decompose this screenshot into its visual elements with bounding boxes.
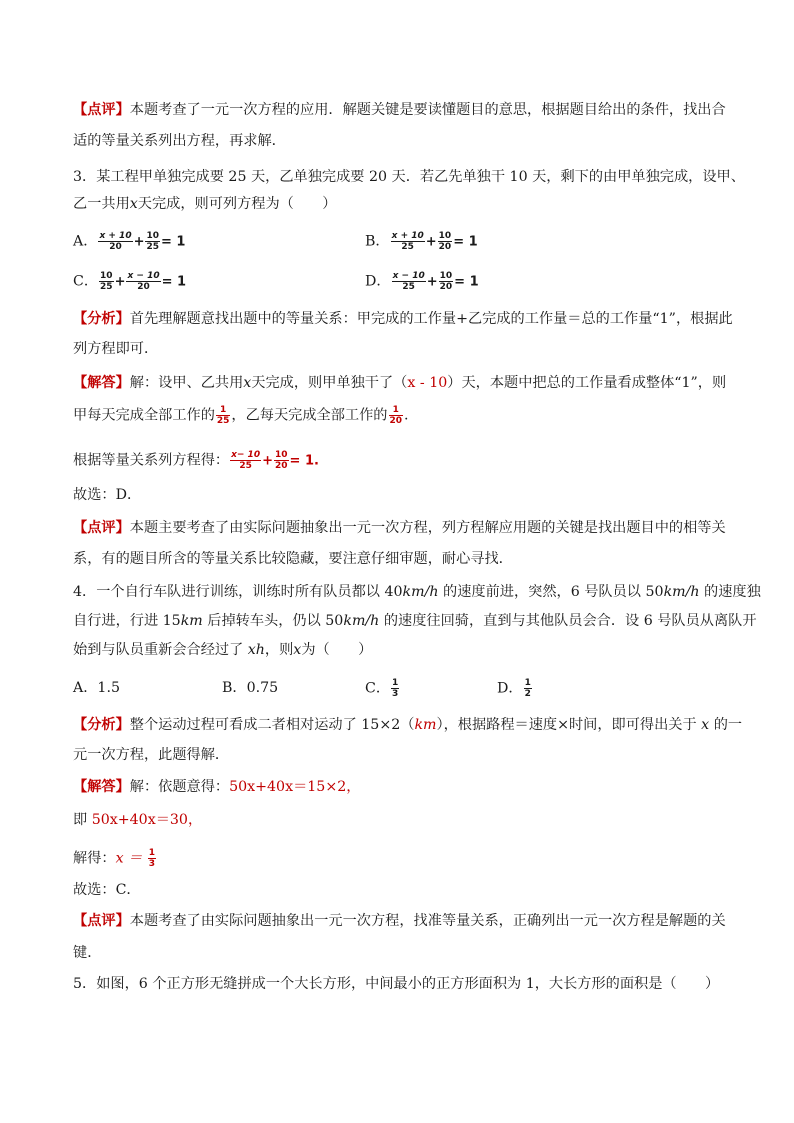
q4-option-d: D． $\frac{1}{2}$: [497, 678, 531, 699]
q4-solution-line3: 解得：x ＝ $\frac{1}{3}$: [73, 848, 156, 869]
fraction: $\frac{x- 10}{25}$: [231, 450, 261, 471]
q3-analysis-line1: 【分析】首先理解题意找出题中的等量关系：甲完成的工作量+乙完成的工作量＝总的工作量“1”，根据此: [73, 311, 733, 327]
q4-analysis-line2: 元一次方程，此题得解．: [73, 747, 230, 763]
review-q2-line1: 【点评】本题考查了一元一次方程的应用．解题关键是要读懂题目的意思，根据题目给出的条件，找出合: [73, 102, 726, 118]
question-4-line2: 自行进，行进 15km 后掉转车头，仍以 50km/h 的速度往回骑，直到与其他队员会合．设 6 号队员从离队开: [73, 613, 757, 629]
question-3-line2: 乙一共用x天完成，则可列方程为（ ）: [73, 196, 337, 212]
question-4-line1: 4．一个自行车队进行训练，训练时所有队员都以 40km/h 的速度前进，突然，6 号队员以 50km/h 的速度独: [73, 584, 761, 600]
fraction: $\frac{1}{2}$: [524, 678, 531, 699]
review-tag: 【点评】: [73, 520, 130, 536]
fraction: $\frac{1}{3}$: [148, 848, 156, 869]
q3-option-c: C． $\frac{10}{25}$ + $\frac{x - 10}{20}$ = 1: [73, 271, 187, 292]
q3-answer: 故选：D．: [73, 487, 142, 503]
fraction: $\frac{10}{20}$: [275, 450, 288, 471]
q3-option-a: A． $\frac{x + 10}{20}$ + $\frac{10}{25}$ = 1: [73, 231, 186, 252]
solution-tag: 【解答】: [73, 779, 130, 795]
q3-option-b: B． $\frac{x + 10}{25}$ + $\frac{10}{20}$ = 1: [365, 231, 478, 252]
review-tag: 【点评】: [73, 913, 130, 929]
fraction: $\frac{x - 10}{25}$: [392, 271, 425, 292]
review-tag: 【点评】: [73, 102, 130, 118]
q4-review-line2: 键．: [73, 945, 102, 961]
analysis-tag: 【分析】: [73, 717, 130, 733]
q4-answer: 故选：C．: [73, 882, 141, 898]
q3-solution-line1: 【解答】解：设甲、乙共用x天完成，则甲单独干了（x - 10）天，本题中把总的工作量看成整体“1”，则: [73, 375, 727, 391]
question-3-line1: 3．某工程甲单独完成要 25 天，乙单独完成要 20 天．若乙先单独干 10 天，剩下的由甲单独完成，设甲、: [73, 169, 745, 185]
question-4-line3: 始到与队员重新会合经过了 xh，则x为（ ）: [73, 642, 373, 658]
analysis-tag: 【分析】: [73, 311, 130, 327]
q4-solution-line1: 【解答】解：依题意得：50x+40x＝15×2，: [73, 779, 361, 795]
q3-review-line1: 【点评】本题主要考查了由实际问题抽象出一元一次方程，列方程解应用题的关键是找出题目中的相等关: [73, 520, 726, 536]
fraction: $\frac{10}{20}$: [439, 271, 453, 292]
q4-option-c: C． $\frac{1}{3}$: [365, 678, 399, 699]
q4-solution-line2: 即 50x+40x＝30，: [73, 812, 203, 828]
q4-option-b: B．0.75: [222, 680, 279, 696]
q3-option-d: D． $\frac{x - 10}{25}$ + $\frac{10}{20}$ = 1: [365, 271, 479, 292]
fraction: $\frac{x + 10}{25}$: [391, 231, 424, 252]
fraction: $\frac{1}{25}$: [216, 405, 230, 426]
fraction: $\frac{10}{25}$: [100, 271, 113, 292]
q4-analysis-line1: 【分析】整个运动过程可看成二者相对运动了 15×2（km），根据路程＝速度×时间，即可得出关于 x 的一: [73, 717, 743, 733]
fraction: $\frac{1}{3}$: [392, 678, 399, 699]
q3-solution-line2: 甲每天完成全部工作的 $\frac{1}{25}$ ，乙每天完成全部工作的 $\frac{1}{20}$ .: [73, 405, 409, 426]
fraction: $\frac{x - 10}{20}$: [127, 271, 160, 292]
q4-review-line1: 【点评】本题考查了由实际问题抽象出一元一次方程，找准等量关系，正确列出一元一次方程是解题的关: [73, 913, 726, 929]
q4-option-a: A．1.5: [73, 680, 120, 696]
q3-solution-line3: 根据等量关系列方程得： $\frac{x- 10}{25}$ + $\frac{10}{20}$ = 1.: [73, 450, 319, 471]
review-q2-line2: 适的等量关系列出方程，再求解．: [73, 133, 286, 149]
solution-tag: 【解答】: [73, 375, 130, 391]
fraction: $\frac{x + 10}{20}$: [99, 231, 132, 252]
question-5-line1: 5．如图，6 个正方形无缝拼成一个大长方形，中间最小的正方形面积为 1，大长方形的面积是（ ）: [73, 976, 720, 992]
q3-review-line2: 系，有的题目所含的等量关系比较隐藏，要注意仔细审题，耐心寻找．: [73, 551, 513, 567]
fraction: $\frac{10}{25}$: [146, 231, 160, 252]
q3-analysis-line2: 列方程即可．: [73, 341, 159, 357]
fraction: $\frac{1}{20}$: [389, 405, 403, 426]
fraction: $\frac{10}{20}$: [438, 231, 452, 252]
